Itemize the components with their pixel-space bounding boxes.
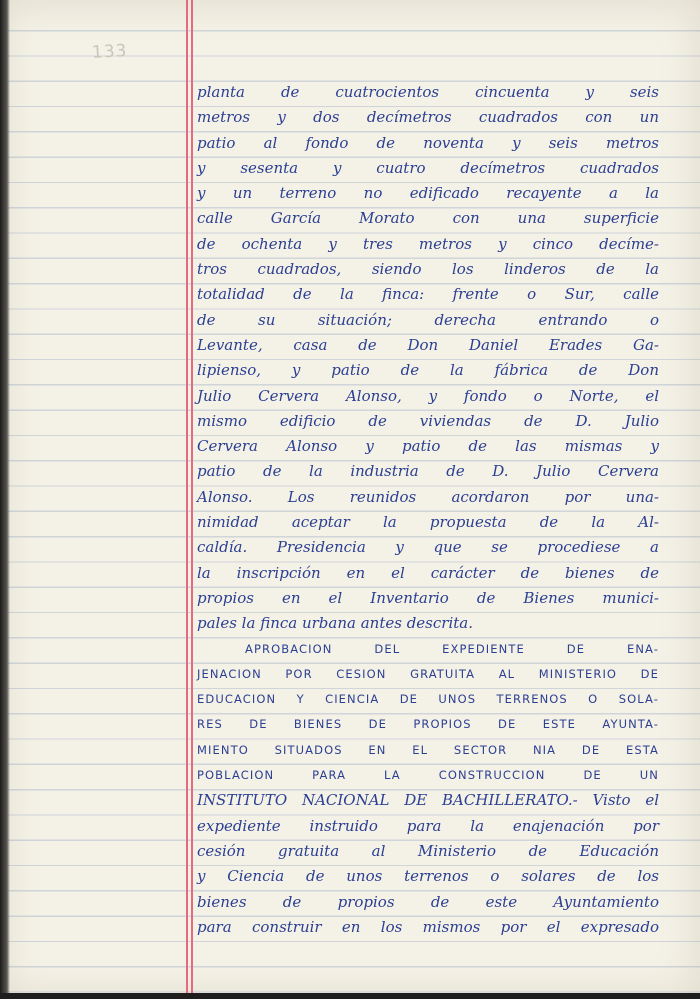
bleed-line — [28, 746, 178, 771]
text-line: INSTITUTO NACIONAL DE BACHILLERATO.- Visto el — [197, 791, 659, 810]
text-line: propios en el Inventario de Bienes munici- — [197, 588, 659, 607]
text-line: RES DE BIENES DE PROPIOS DE ESTE AYUNTA- — [197, 717, 659, 732]
text-line: caldía. Presidencia y que se procediese a — [197, 538, 659, 557]
bleed-line — [28, 467, 178, 492]
bleed-line — [28, 392, 178, 417]
bleed-line — [28, 139, 178, 164]
bleed-line — [28, 265, 178, 290]
text-line: patio al fondo de noventa y seis metros — [197, 133, 659, 152]
page-number: 133 — [91, 41, 128, 63]
bleed-line — [28, 341, 178, 366]
bleed-line — [28, 442, 178, 467]
margin-rule-outer — [186, 0, 188, 999]
bleed-line — [28, 948, 178, 973]
text-line: la inscripción en el carácter de bienes de — [197, 563, 659, 582]
text-line: de su situación; derecha entrando o — [197, 310, 659, 329]
handwritten-text-body — [197, 80, 659, 940]
bleed-line — [28, 619, 178, 644]
text-line: patio de la industria de D. Julio Cervera — [197, 462, 659, 481]
text-line: bienes de propios de este Ayuntamiento — [197, 892, 659, 911]
bleed-line — [28, 543, 178, 568]
bleed-line — [28, 417, 178, 442]
bleed-line — [28, 290, 178, 315]
text-line: cesión gratuita al Ministerio de Educación — [197, 841, 659, 860]
text-line: pales la finca urbana antes descrita. — [197, 614, 473, 633]
bleed-line — [28, 316, 178, 341]
text-line: POBLACION PARA LA CONSTRUCCION DE UN — [197, 768, 659, 783]
bleed-line — [28, 214, 178, 239]
text-line: Alonso. Los reunidos acordaron por una- — [197, 487, 659, 506]
bleed-line — [28, 872, 178, 897]
bleed-line — [28, 164, 178, 189]
text-line: calle García Morato con una superficie — [197, 209, 659, 228]
text-line: Cervera Alonso y patio de las mismas y — [197, 437, 659, 456]
page-bottom-edge — [0, 993, 700, 999]
text-line: para construir en los mismos por el expresado — [197, 917, 659, 936]
bleed-line — [28, 518, 178, 543]
bleed-line — [28, 240, 178, 265]
bleed-line — [28, 695, 178, 720]
bleed-line — [28, 771, 178, 796]
bleed-through-text — [28, 88, 178, 973]
text-line: y Ciencia de unos terrenos o solares de los — [197, 867, 659, 886]
bleed-line — [28, 847, 178, 872]
bleed-line — [28, 720, 178, 745]
text-line: EDUCACION Y CIENCIA DE UNOS TERRENOS O SOLA- — [197, 692, 659, 707]
text-line: planta de cuatrocientos cincuenta y seis — [197, 83, 659, 101]
text-line: Julio Cervera Alonso, y fondo o Norte, el — [197, 386, 659, 405]
bleed-line — [28, 796, 178, 821]
text-line: JENACION POR CESION GRATUITA AL MINISTERIO DE — [197, 666, 659, 681]
bleed-line — [28, 822, 178, 847]
bleed-line — [28, 923, 178, 948]
bleed-line — [28, 645, 178, 670]
text-line: tros cuadrados, siendo los linderos de la — [197, 260, 659, 279]
bleed-line — [28, 113, 178, 138]
page-binding-edge — [0, 0, 10, 999]
text-line: totalidad de la finca: frente o Sur, calle — [197, 285, 659, 304]
text-line: expediente instruido para la enajenación por — [197, 816, 659, 835]
bleed-line — [28, 670, 178, 695]
text-line: MIENTO SITUADOS EN EL SECTOR NIA DE ESTA — [197, 742, 659, 757]
text-line: metros y dos decímetros cuadrados con un — [197, 108, 659, 127]
text-line: de ochenta y tres metros y cinco decíme- — [197, 234, 659, 253]
bleed-line — [28, 898, 178, 923]
bleed-line — [28, 366, 178, 391]
text-line: nimidad aceptar la propuesta de la Al- — [197, 513, 659, 532]
bleed-line — [28, 493, 178, 518]
bleed-line — [28, 189, 178, 214]
text-line: APROBACION DEL EXPEDIENTE DE ENA- — [245, 641, 659, 656]
margin-rule-inner — [191, 0, 193, 999]
text-line: Levante, casa de Don Daniel Erades Ga- — [197, 335, 659, 354]
bleed-line — [28, 88, 178, 113]
text-line: y un terreno no edificado recayente a la — [197, 184, 659, 203]
text-line: mismo edificio de viviendas de D. Julio — [197, 411, 659, 430]
text-line: lipienso, y patio de la fábrica de Don — [197, 361, 659, 380]
bleed-line — [28, 569, 178, 594]
text-line: y sesenta y cuatro decímetros cuadrados — [197, 158, 659, 177]
bleed-line — [28, 594, 178, 619]
